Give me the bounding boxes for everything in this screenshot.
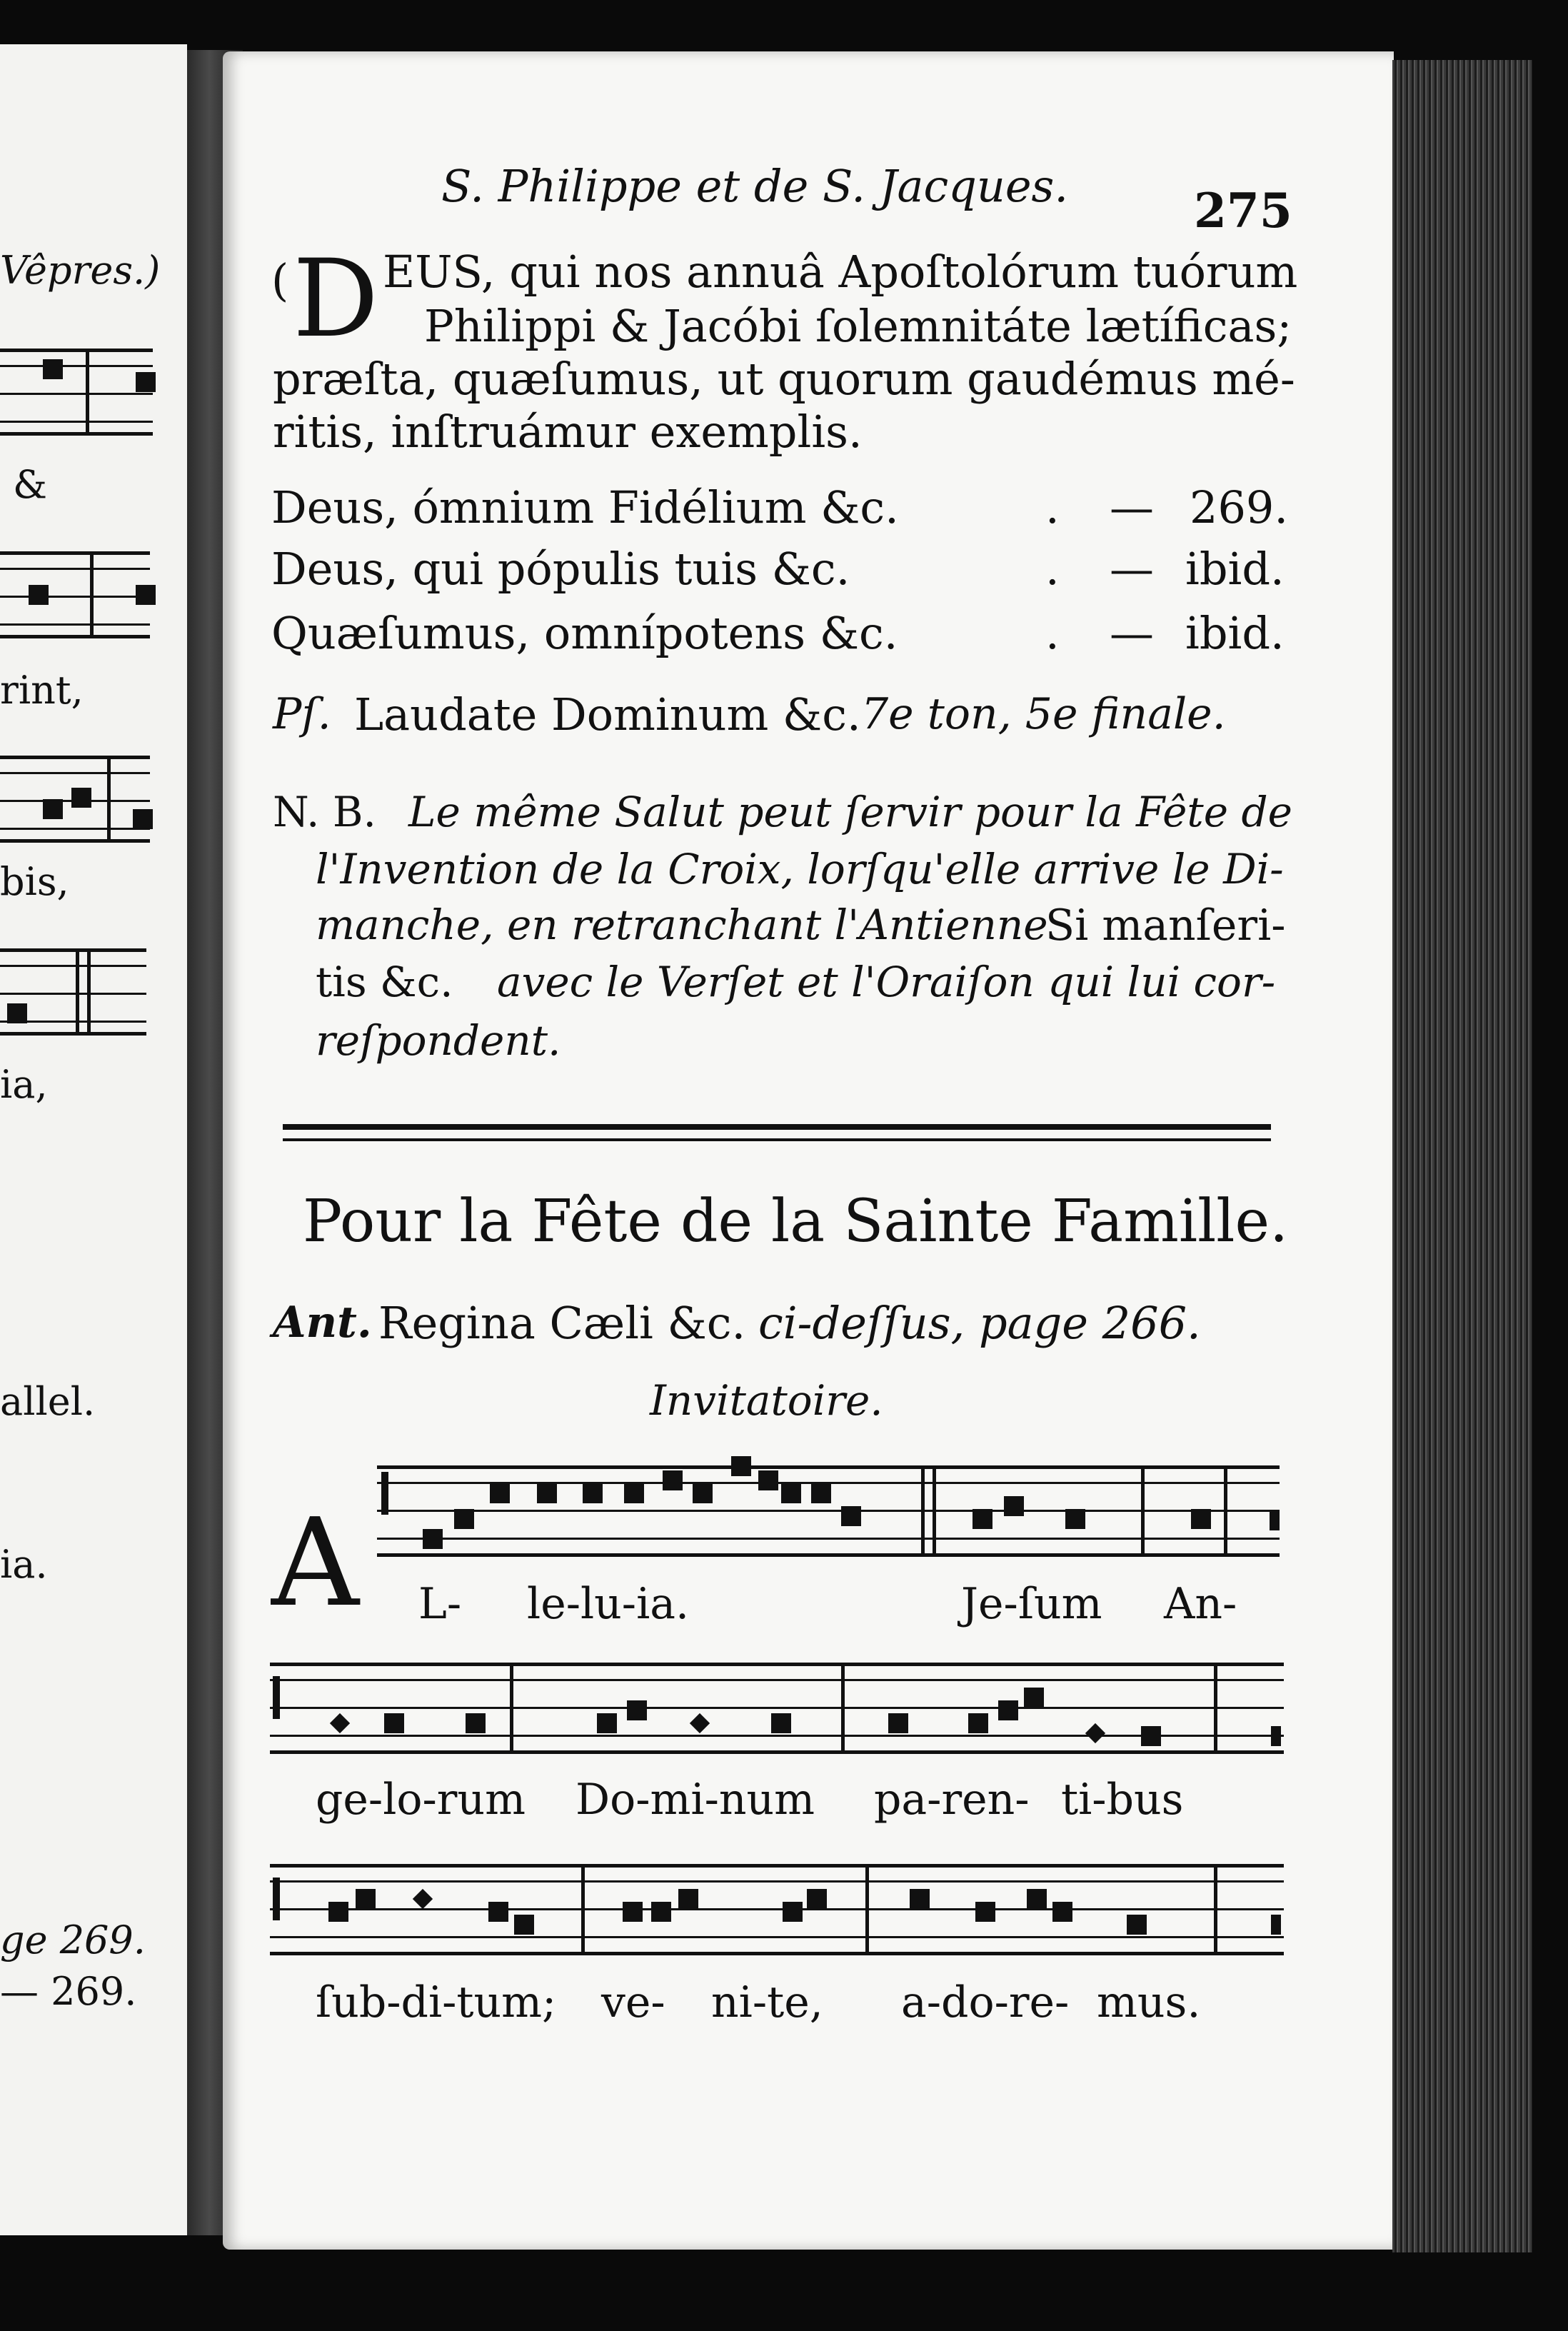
reference-dash: —	[1110, 543, 1154, 595]
section-title: Pour la Fête de la Sainte Famille.	[303, 1188, 1289, 1255]
nb-line-3b: Si manſeri-	[1045, 901, 1286, 951]
chant-syllable: Do-mi-num	[576, 1775, 815, 1825]
chant-syllable: An-	[1164, 1579, 1237, 1629]
antiphon-page-ref: ci-deſſus, page 266.	[758, 1297, 1201, 1349]
reference-page: 269.	[1190, 481, 1289, 533]
collect-line-4: ritis, inſtruámur exemplis.	[273, 406, 863, 458]
chant-syllable: Je-ſum	[961, 1579, 1102, 1629]
chant-syllable: pa-ren-	[874, 1775, 1030, 1825]
antiphon-abbr: Ant.	[273, 1298, 372, 1348]
nb-line-1: Le même Salut peut ſervir pour la Fête de	[408, 788, 1292, 836]
nb-line-5: reſpondent.	[316, 1016, 561, 1065]
collect-line-2: Philippi & Jacóbi ſolemnitáte lætíficas;	[424, 300, 1292, 352]
left-text-bis: bis,	[0, 859, 69, 904]
chant-syllable: L-	[418, 1579, 462, 1629]
chant-syllable: ti-bus	[1061, 1775, 1184, 1825]
invitatoire-heading: Invitatoire.	[650, 1376, 883, 1425]
reference-dot: .	[1045, 543, 1060, 595]
nb-line-4a: tis &c.	[316, 958, 453, 1006]
reference-text: Quæſumus, omnípotens &c.	[271, 607, 898, 659]
reference-dot: .	[1045, 481, 1060, 533]
psalm-text: Laudate Dominum &c.	[354, 688, 861, 741]
chant-syllable: mus.	[1097, 1977, 1201, 2027]
chant-syllable: ve-	[601, 1977, 665, 2027]
nb-line-2: l'Invention de la Croix, lorſqu'elle arrive le Di-	[316, 845, 1284, 893]
left-text-ia-2: ia.	[0, 1542, 48, 1587]
nb-label: N. B.	[273, 788, 376, 836]
chant-syllable: ni-te,	[711, 1977, 823, 2027]
reference-page: ibid.	[1185, 543, 1285, 595]
left-staff-1	[0, 349, 153, 436]
reference-text: Deus, qui pópulis tuis &c.	[271, 543, 850, 595]
reference-dash: —	[1110, 481, 1154, 533]
section-rule-thin	[283, 1138, 1271, 1141]
left-text-rint: rint,	[0, 668, 84, 713]
section-rule-thick	[283, 1124, 1271, 1130]
left-text-vepres: Vêpres.)	[0, 248, 161, 293]
left-staff-3	[0, 756, 150, 843]
chant-syllable: ge-lo-rum	[316, 1775, 526, 1825]
collect-drop-cap: D	[293, 237, 379, 361]
collect-paren: (	[271, 254, 289, 306]
chant-staff-3	[270, 1864, 1284, 1955]
page-edges	[1392, 60, 1532, 2252]
chant-staff-2	[270, 1663, 1284, 1754]
nb-line-4b: avec le Verſet et l'Oraiſon qui lui cor-	[497, 958, 1276, 1006]
nb-line-3a: manche, en retranchant l'Antienne	[316, 901, 1048, 949]
chant-syllable: le-lu-ia.	[527, 1579, 690, 1629]
collect-line-3: præſta, quæſumus, ut quorum gaudémus mé-	[273, 353, 1295, 405]
psalm-tone: 7e ton, 5e finale.	[861, 689, 1226, 739]
reference-text: Deus, ómnium Fidélium &c.	[271, 481, 899, 533]
collect-line-1: EUS, qui nos annuâ Apoſtolórum tuórum	[383, 246, 1298, 298]
page-number: 275	[1194, 183, 1292, 239]
reference-dash: —	[1110, 607, 1154, 659]
left-text-dash-ref: — 269.	[0, 1969, 137, 2014]
left-text-allel: allel.	[0, 1379, 96, 1424]
psalm-abbr: Pſ.	[273, 689, 331, 739]
left-text-page-ref: ge 269.	[0, 1918, 146, 1962]
antiphon-text: Regina Cæli &c.	[378, 1297, 746, 1349]
left-staff-4	[0, 948, 146, 1036]
left-text-ia: ia,	[0, 1062, 48, 1107]
reference-dot: .	[1045, 607, 1060, 659]
chant-syllable: a-do-re-	[901, 1977, 1070, 2027]
running-title: S. Philippe et de S. Jacques.	[441, 160, 1069, 212]
chant-initial: A	[271, 1493, 359, 1634]
chant-syllable: ſub-di-tum;	[316, 1977, 557, 2027]
left-text-and: &	[13, 462, 48, 507]
left-staff-2	[0, 551, 150, 638]
reference-page: ibid.	[1185, 607, 1285, 659]
chant-staff-1	[377, 1465, 1280, 1557]
